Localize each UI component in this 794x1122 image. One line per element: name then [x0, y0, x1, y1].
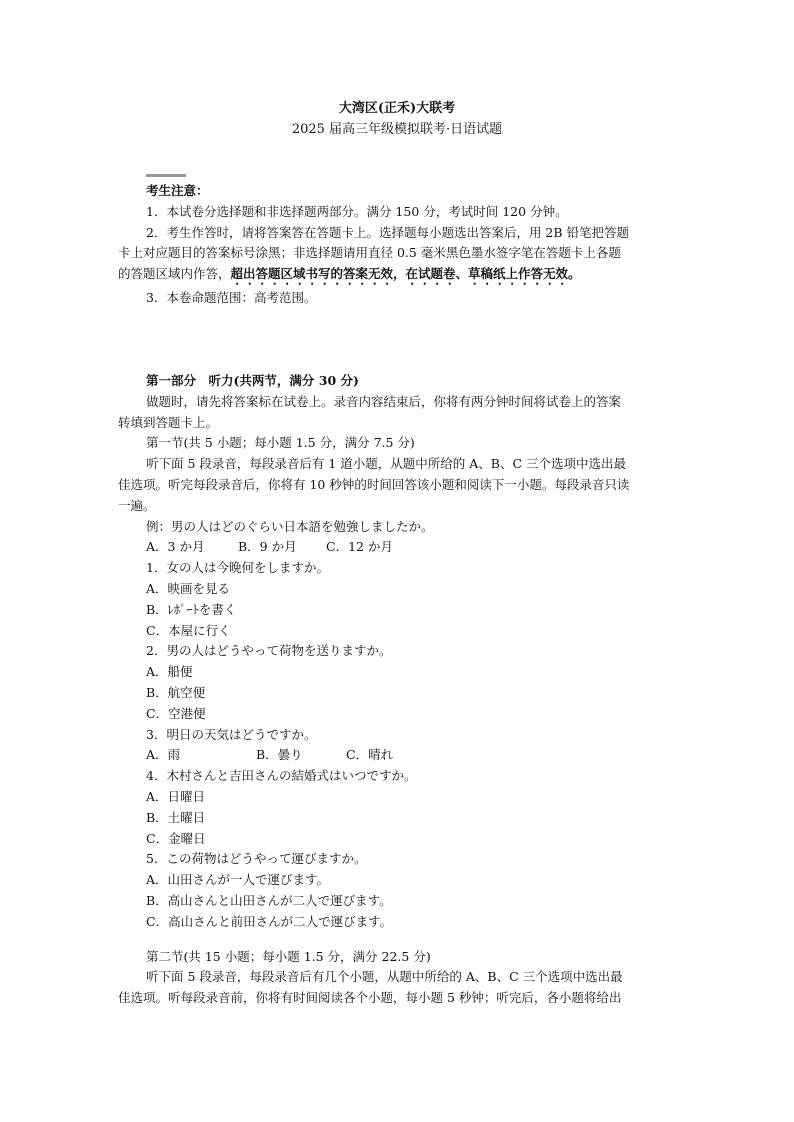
section2-instr-a: 听下面 5 段录音，每段录音后有几个小题，从题中所给的 A、B、C 三个选项中选出最 [146, 969, 623, 985]
question-2-option-c: C．空港便 [146, 705, 206, 721]
example-question: 例：男の人はどのぐらい日本語を勉強しましたか。 [146, 518, 434, 534]
exam-title: 大湾区(正禾)大联考 [338, 101, 456, 116]
example-option-a: A．3 か月 [146, 539, 205, 555]
question-1-option-a: A．映画を見る [146, 580, 231, 596]
spacer [118, 933, 680, 947]
question-4-option-c: C．金曜日 [146, 830, 206, 846]
notice-item-3: 3．本卷命题范围：高考范围。 [146, 290, 317, 306]
question-5-option-a: A．山田さんが一人で運びます。 [146, 872, 330, 888]
notice-item-1: 1．本试卷分选择题和非选择题两部分。满分 150 分，考试时间 120 分钟。 [146, 203, 568, 219]
question-4-option-b: B．土曜日 [146, 809, 206, 825]
notice-heading: 考生注意： [146, 183, 209, 198]
spacer [118, 309, 680, 371]
example-option-c: C．12 か月 [326, 539, 393, 555]
question-3-option-b: B．曇り [256, 747, 303, 763]
notice-item-2b: 卡上对应题目的答案标号涂黑；非选择题请用直径 0.5 毫米黑色墨水签字笔在答题卡上各题 [118, 245, 621, 261]
question-5-option-b: B．高山さんと山田さんが二人で運びます。 [146, 892, 392, 908]
question-3-options [118, 745, 680, 766]
notice-item-2a: 2．考生作答时，请将答案答在答题卡上。选择题每小题选出答案后，用 2B 铅笔把答题 [146, 224, 630, 240]
question-5-option-c: C．高山さんと前田さんが二人で運びます。 [146, 913, 393, 929]
section1-instr-b: 佳选项。听完每段录音后，你将有 10 秒钟的时间回答该小题和阅读下一小题。每段录音只读 [118, 476, 630, 492]
exam-body [118, 181, 680, 1009]
section1-instr-a: 听下面 5 段录音，每段录音后有 1 道小题，从题中所给的 A、B、C 三个选项中选出最 [146, 456, 627, 472]
section2-instr-b: 佳选项。听每段录音前，你将有时间阅读各个小题，每小题 5 秒钟；听完后，各小题将给出 [118, 990, 622, 1006]
part1-intro-a: 做题时，请先将答案标在试卷上。录音内容结束后，你将有两分钟时间将试卷上的答案 [146, 393, 622, 409]
example-option-b: B．9 か月 [238, 539, 297, 555]
notice-item-2c-text: 的答题区域内作答， [118, 266, 231, 282]
section1-instr-c: 一遍。 [118, 497, 156, 513]
notice-item-2c [118, 264, 680, 288]
question-1-option-b: B．ﾚﾎﾟｰﾄを書く [146, 601, 237, 617]
section2-heading: 第二节(共 15 小题；每小题 1.5 分，满分 22.5 分) [146, 948, 431, 964]
question-1-option-c: C．本屋に行く [146, 622, 231, 638]
question-3: 3．明日の天気はどうですか。 [146, 726, 317, 742]
question-5: 5．この荷物はどうやって運びますか。 [146, 851, 367, 867]
question-2: 2．男の人はどうやって荷物を送りますか。 [146, 643, 392, 659]
example-options [118, 537, 680, 558]
question-4-option-a: A．日曜日 [146, 788, 206, 804]
part1-intro-b: 转填到答题卡上。 [118, 414, 219, 430]
question-4: 4．木村さんと吉田さんの結婚式はいつですか。 [146, 768, 417, 784]
section1-heading: 第一节(共 5 小题；每小题 1.5 分，满分 7.5 分) [146, 435, 415, 451]
question-2-option-b: B．航空便 [146, 684, 206, 700]
question-1: 1．女の人は今晩何をしますか。 [146, 560, 329, 576]
question-3-option-c: C．晴れ [346, 747, 394, 763]
question-2-option-a: A．船便 [146, 664, 193, 680]
part1-heading: 第一部分 听力(共两节，满分 30 分) [146, 372, 359, 388]
divider [146, 174, 186, 177]
exam-subtitle: 2025 届高三年级模拟联考·日语试题 [291, 122, 503, 137]
question-3-option-a: A．雨 [146, 747, 181, 763]
notice-emphasis: 超出答题区域书写的答案无效，在试题卷、草稿纸上作答无效。 [230, 266, 581, 282]
